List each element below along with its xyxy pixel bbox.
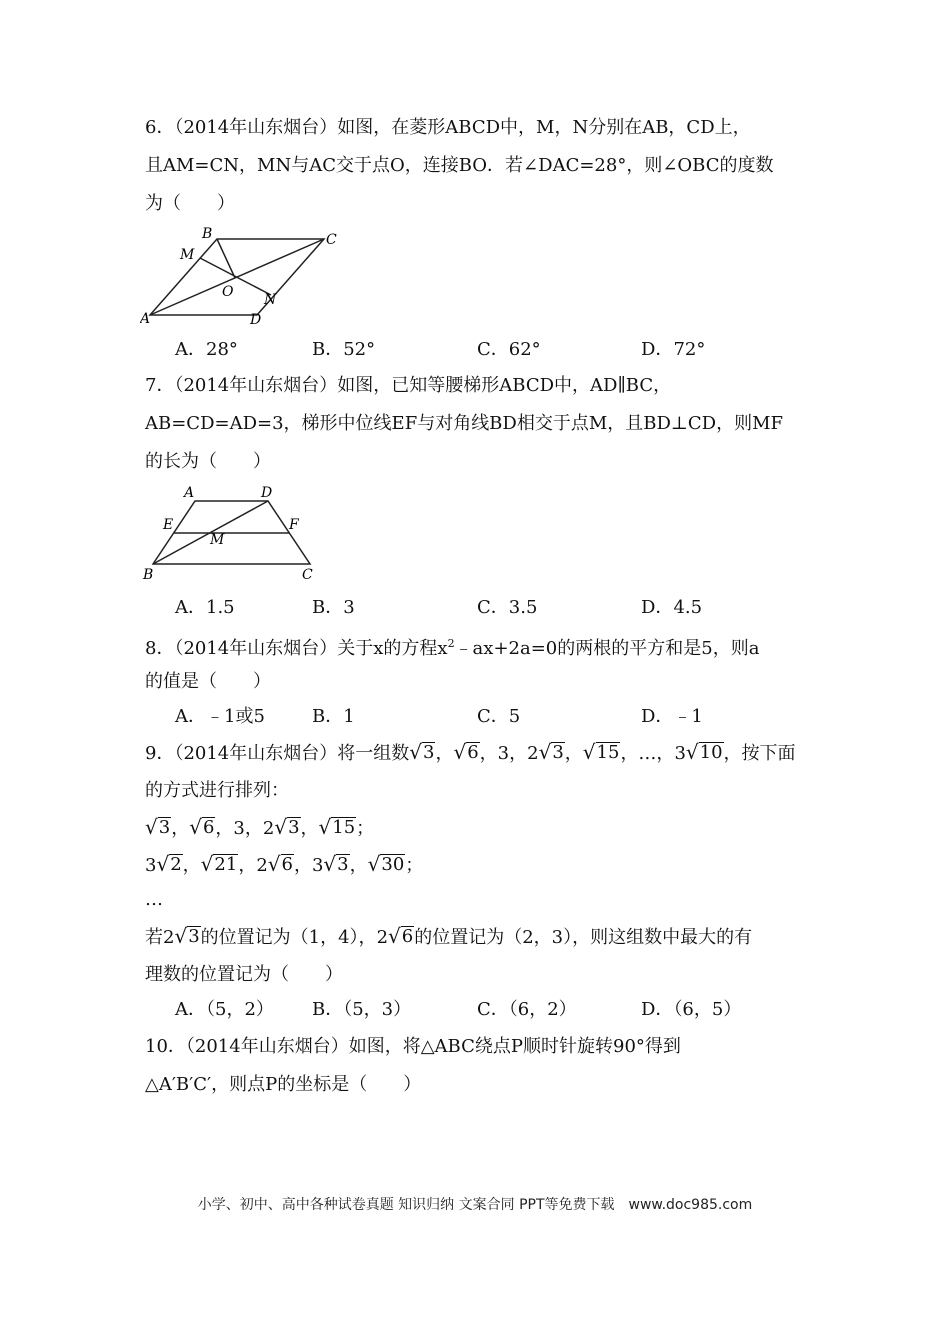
q7-line-3: 的长为（ ） <box>145 451 271 472</box>
q7-option-a[interactable]: A．1.5 <box>175 597 235 618</box>
q7-option-c[interactable]: C．3.5 <box>477 597 538 618</box>
q8-exponent: 2 <box>447 637 455 650</box>
q8-option-b[interactable]: B．1 <box>312 706 355 727</box>
q6-option-b[interactable]: B．52° <box>312 339 376 360</box>
q9-line-2: 的方式进行排列： <box>145 780 289 801</box>
q7-label-a: A <box>184 485 195 501</box>
q8-option-a[interactable]: A．﹣1或5 <box>175 706 265 727</box>
q8-option-c[interactable]: C．5 <box>477 706 521 727</box>
q7-label-m: M <box>210 532 225 548</box>
q6-label-b: B <box>202 226 213 242</box>
q6-option-c[interactable]: C．62° <box>477 339 541 360</box>
q9-row-2: 3 √ 2 ， √ 21 ，2 √ 6 ，3 √ 3 ， √ 30 ； <box>145 852 424 876</box>
q7-label-b: B <box>143 567 154 582</box>
q9-option-c[interactable]: C．（6，2） <box>477 999 577 1020</box>
q7-label-e: E <box>163 517 174 533</box>
q6-option-a[interactable]: A．28° <box>175 339 238 360</box>
q9-option-a[interactable]: A．（5，2） <box>175 999 274 1020</box>
q6-label-m: M <box>180 247 195 263</box>
q9-line-1: 9．（2014年山东烟台）将一组数 √ 3 ， √ 6 ，3，2 √ 3 ， √ 15 ，…，3 √ 10 ，按下面 <box>145 740 796 764</box>
q6-label-d: D <box>250 312 262 328</box>
q7-label-f: F <box>289 517 299 533</box>
q6-line-2: 且AM=CN，MN与AC交于点O，连接BO．若∠DAC=28°，则∠OBC的度数 <box>145 155 774 176</box>
page-footer: 小学、初中、高中各种试卷真题 知识归纳 文案合同 PPT等免费下载 www.doc985.com <box>197 1197 753 1213</box>
q9-row-ellipsis: … <box>145 889 163 910</box>
two-sqrt-3: √ 3 <box>538 740 564 764</box>
q6-line-1: 6．（2014年山东烟台）如图，在菱形ABCD中，M，N分别在AB，CD上， <box>145 117 751 138</box>
sqrt-6: √ 6 <box>453 740 479 764</box>
q9-option-d[interactable]: D．（6，5） <box>641 999 742 1020</box>
q9-row-1: √ 3 ， √ 6 ，3，2 √ 3 ， √ 15 ； <box>145 815 375 839</box>
q6-option-d[interactable]: D．72° <box>641 339 706 360</box>
q6-rhombus-figure <box>140 225 340 330</box>
sqrt-15: √ 15 <box>582 740 620 764</box>
q6-line-3: 为（ ） <box>145 193 235 214</box>
q10-line-2: △A′B′C′，则点P的坐标是（ ） <box>145 1074 422 1095</box>
sqrt-3: √ 3 <box>409 740 435 764</box>
q6-label-a: A <box>140 311 151 327</box>
q7-label-c: C <box>302 567 313 582</box>
q9-line-6: 若2 √ 3 的位置记为（1，4），2 √ 6 的位置记为（2，3），则这组数中最大的有 <box>145 924 753 948</box>
q7-line-1: 7．（2014年山东烟台）如图，已知等腰梯形ABCD中，AD∥BC， <box>145 375 672 396</box>
q7-line-2: AB=CD=AD=3，梯形中位线EF与对角线BD相交于点M，且BD⊥CD，则MF <box>145 413 783 434</box>
q7-option-d[interactable]: D．4.5 <box>641 597 703 618</box>
q7-option-b[interactable]: B．3 <box>312 597 355 618</box>
q6-label-n: N <box>264 292 277 308</box>
q8-line-1: 8．（2014年山东烟台）关于x的方程$x^2﹣ax+2a=0$的两根的平方和是5，则a <box>145 637 760 659</box>
q10-line-1: 10．（2014年山东烟台）如图，将△ABC绕点P顺时针旋转90°得到 <box>145 1036 681 1057</box>
q7-trapezoid-figure <box>140 484 330 582</box>
q8-line-2: 的值是（ ） <box>145 671 271 692</box>
q9-option-b[interactable]: B．（5，3） <box>312 999 412 1020</box>
q7-label-d: D <box>261 485 273 501</box>
q6-label-c: C <box>326 232 337 248</box>
three-sqrt-10: √ 10 <box>685 740 723 764</box>
q8-option-d[interactable]: D．﹣1 <box>641 706 703 727</box>
q9-line-7: 理数的位置记为（ ） <box>145 964 343 985</box>
q6-label-o: O <box>222 284 234 300</box>
